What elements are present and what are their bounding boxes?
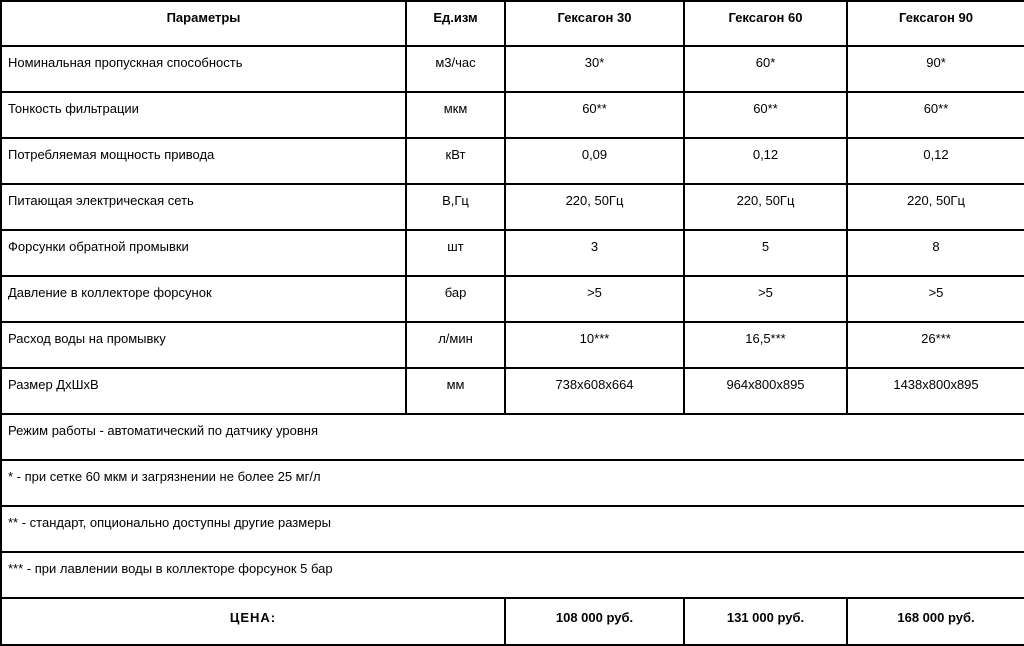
parameter-unit: кВт (406, 138, 505, 184)
note-operation-mode: Режим работы - автоматический по датчику уровня (1, 414, 1024, 460)
header-parameters: Параметры (1, 1, 406, 46)
value-hexagon-60: 60* (684, 46, 847, 92)
table-row (1, 276, 1024, 322)
parameter-name: Форсунки обратной промывки (1, 230, 406, 276)
note-footnote-1: * - при сетке 60 мкм и загрязнении не более 25 мг/л (1, 460, 1024, 506)
value-hexagon-60: 220, 50Гц (684, 184, 847, 230)
note-row (1, 460, 1024, 506)
note-row (1, 414, 1024, 460)
value-hexagon-30: 738x608x664 (505, 368, 684, 414)
table-header-row (1, 1, 1024, 46)
table-row (1, 46, 1024, 92)
value-hexagon-90: 60** (847, 92, 1024, 138)
price-label: ЦЕНА: (1, 598, 505, 645)
value-hexagon-60: 5 (684, 230, 847, 276)
price-hexagon-30: 108 000 руб. (505, 598, 684, 645)
parameter-name: Давление в коллекторе форсунок (1, 276, 406, 322)
table-row (1, 138, 1024, 184)
note-footnote-2: ** - стандарт, опционально доступны другие размеры (1, 506, 1024, 552)
value-hexagon-90: 90* (847, 46, 1024, 92)
value-hexagon-30: >5 (505, 276, 684, 322)
value-hexagon-30: 0,09 (505, 138, 684, 184)
value-hexagon-90: 1438x800x895 (847, 368, 1024, 414)
value-hexagon-90: 8 (847, 230, 1024, 276)
price-hexagon-60: 131 000 руб. (684, 598, 847, 645)
parameter-name: Расход воды на промывку (1, 322, 406, 368)
value-hexagon-30: 30* (505, 46, 684, 92)
value-hexagon-30: 220, 50Гц (505, 184, 684, 230)
value-hexagon-30: 10*** (505, 322, 684, 368)
parameter-unit: В,Гц (406, 184, 505, 230)
price-row (1, 598, 1024, 645)
value-hexagon-90: 220, 50Гц (847, 184, 1024, 230)
table-row (1, 322, 1024, 368)
table-row (1, 184, 1024, 230)
table-row (1, 92, 1024, 138)
parameter-unit: бар (406, 276, 505, 322)
parameter-name: Номинальная пропускная способность (1, 46, 406, 92)
header-model-hexagon-30: Гексагон 30 (505, 1, 684, 46)
table-row (1, 230, 1024, 276)
parameter-unit: мкм (406, 92, 505, 138)
parameter-unit: м3/час (406, 46, 505, 92)
header-model-hexagon-60: Гексагон 60 (684, 1, 847, 46)
value-hexagon-60: 964x800x895 (684, 368, 847, 414)
value-hexagon-60: 16,5*** (684, 322, 847, 368)
parameter-unit: л/мин (406, 322, 505, 368)
parameter-unit: шт (406, 230, 505, 276)
value-hexagon-90: 26*** (847, 322, 1024, 368)
value-hexagon-90: >5 (847, 276, 1024, 322)
header-model-hexagon-90: Гексагон 90 (847, 1, 1024, 46)
note-row (1, 552, 1024, 598)
value-hexagon-60: 0,12 (684, 138, 847, 184)
value-hexagon-60: >5 (684, 276, 847, 322)
parameter-unit: мм (406, 368, 505, 414)
value-hexagon-30: 3 (505, 230, 684, 276)
value-hexagon-90: 0,12 (847, 138, 1024, 184)
value-hexagon-30: 60** (505, 92, 684, 138)
parameter-name: Потребляемая мощность привода (1, 138, 406, 184)
parameter-name: Размер ДхШхВ (1, 368, 406, 414)
table-row (1, 368, 1024, 414)
value-hexagon-60: 60** (684, 92, 847, 138)
price-hexagon-90: 168 000 руб. (847, 598, 1024, 645)
note-row (1, 506, 1024, 552)
note-footnote-3: *** - при лавлении воды в коллекторе форсунок 5 бар (1, 552, 1024, 598)
header-unit: Ед.изм (406, 1, 505, 46)
parameter-name: Питающая электрическая сеть (1, 184, 406, 230)
parameter-name: Тонкость фильтрации (1, 92, 406, 138)
